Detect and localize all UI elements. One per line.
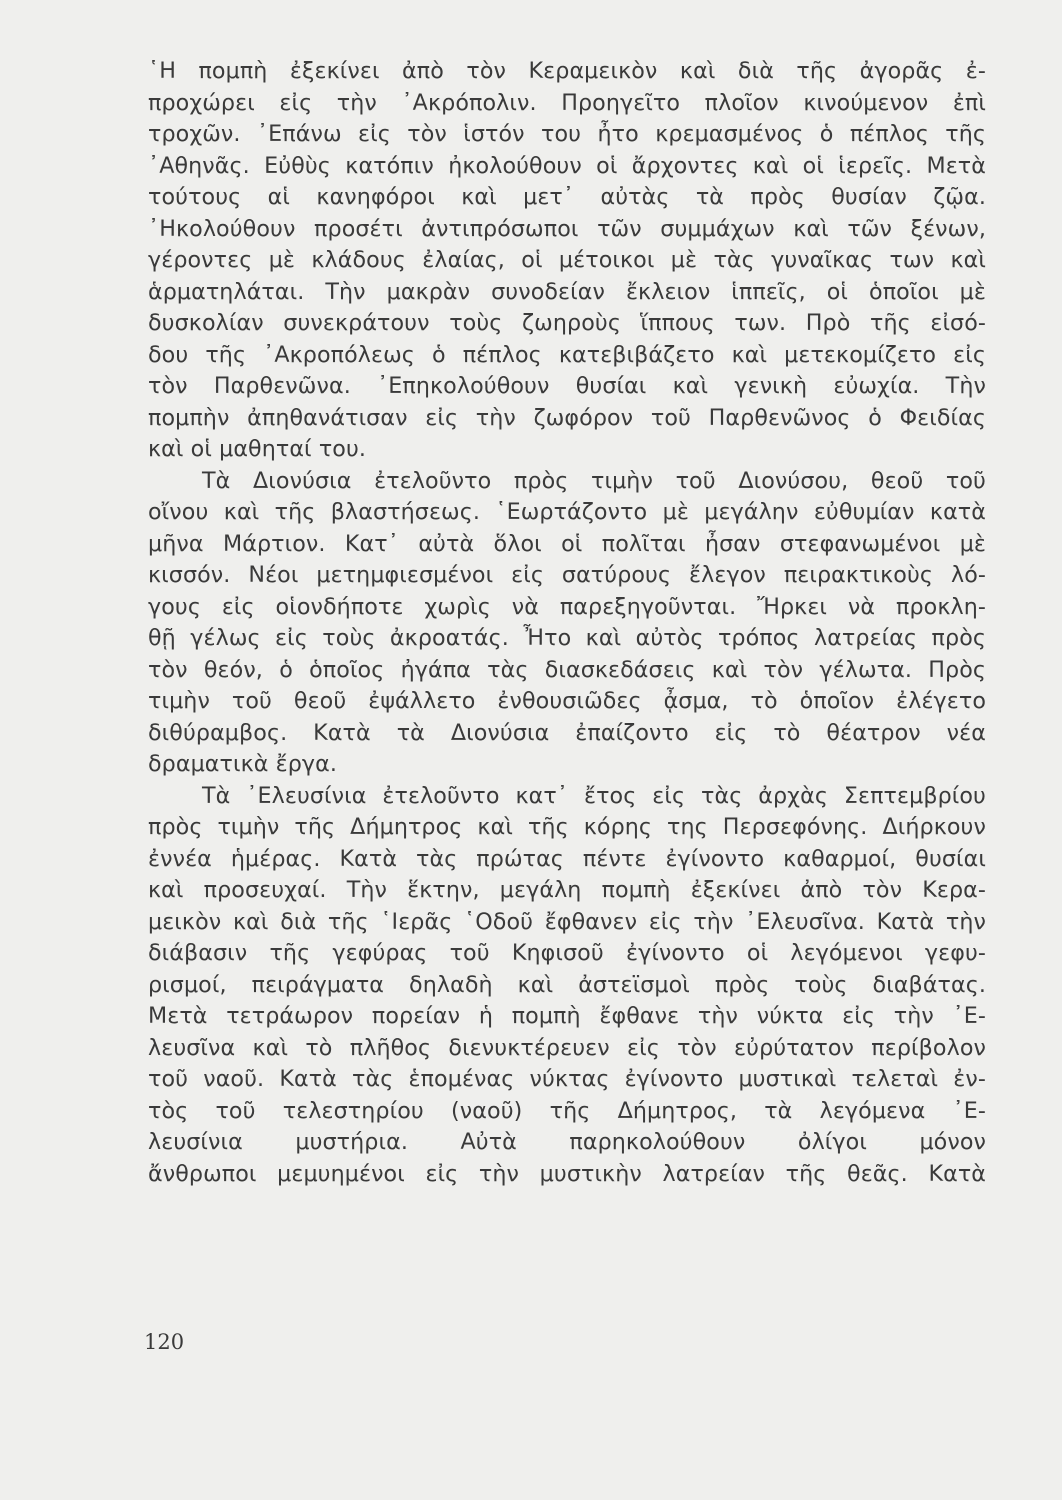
text-line: Τὰ ᾿Ελευσίνια ἐτελοῦντο κατ᾽ ἔτος εἰς τὰς ἀρχὰς Σεπτεμβρίου <box>202 782 986 809</box>
text-line: προχώρει εἰς τὴν ᾿Ακρόπολιν. Προηγεῖτο πλοῖον κινούμενον ἐπὶ <box>148 89 986 116</box>
text-line: τροχῶν. ᾿Επάνω εἰς τὸν ἱστόν του ἦτο κρεμασμένος ὁ πέπλος τῆς <box>148 121 986 147</box>
text-line: λευσίνια μυστήρια. Αὐτὰ παρηκολούθουν ὀλίγοι μόνον <box>148 1129 986 1155</box>
text-line: διάβασιν τῆς γεφύρας τοῦ Κηφισοῦ ἐγίνοντο οἱ λεγόμενοι γεφυ- <box>148 940 986 966</box>
paragraph <box>148 781 986 1191</box>
text-line: τὸς τοῦ τελεστηρίου (ναοῦ) τῆς Δήμητρος, τὰ λεγόμενα ᾿Ε- <box>148 1097 986 1124</box>
text-line: ῾Η πομπὴ ἐξεκίνει ἀπὸ τὸν Κεραμεικὸν καὶ διὰ τῆς ἀγορᾶς ἐ- <box>148 58 986 84</box>
text-line: τοῦ ναοῦ. Κατὰ τὰς ἑπομένας νύκτας ἐγίνοντο μυστικαὶ τελεταὶ ἐν- <box>148 1066 986 1092</box>
text-line: διθύραμβος. Κατὰ τὰ Διονύσια ἐπαίζοντο εἰς τὸ θέατρον νέα <box>148 719 986 746</box>
text-line: καὶ οἱ μαθηταί του. <box>148 436 367 462</box>
page-number: 120 <box>144 1330 185 1354</box>
text-line: ἄνθρωποι μεμυημένοι εἰς τὴν μυστικὴν λατρείαν τῆς θεᾶς. Κατὰ <box>148 1160 986 1187</box>
paragraph <box>148 466 986 781</box>
text-line: Τὰ Διονύσια ἐτελοῦντο πρὸς τιμὴν τοῦ Διονύσου, θεοῦ τοῦ <box>202 467 986 494</box>
text-line: γέροντες μὲ κλάδους ἐλαίας, οἱ μέτοικοι μὲ τὰς γυναῖκας των καὶ <box>148 247 986 273</box>
paragraph <box>148 56 986 466</box>
text-line: τὸν Παρθενῶνα. ᾿Επηκολούθουν θυσίαι καὶ γενικὴ εὐωχία. Τὴν <box>148 373 986 399</box>
text-line: τιμὴν τοῦ θεοῦ ἐψάλλετο ἐνθουσιῶδες ᾆσμα, τὸ ὁποῖον ἐλέγετο <box>148 688 986 714</box>
text-line: δραματικὰ ἔργα. <box>148 751 338 777</box>
body-text <box>148 56 986 1190</box>
text-line: ᾿Ηκολούθουν προσέτι ἀντιπρόσωποι τῶν συμμάχων καὶ τῶν ξένων, <box>148 215 986 242</box>
text-line: λευσῖνα καὶ τὸ πλῆθος διενυκτέρευεν εἰς τὸν εὐρύτατον περίβολον <box>148 1034 986 1061</box>
text-line: γους εἰς οἱονδήποτε χωρὶς νὰ παρεξηγοῦνται. Ἤρκει νὰ προκλη- <box>148 593 986 620</box>
text-line: τούτους αἱ κανηφόροι καὶ μετ᾽ αὐτὰς τὰ πρὸς θυσίαν ζῷα. <box>148 184 986 210</box>
text-line: δου τῆς ᾿Ακροπόλεως ὁ πέπλος κατεβιβάζετο καὶ μετεκομίζετο εἰς <box>148 341 986 368</box>
text-line: μῆνα Μάρτιον. Κατ᾽ αὐτὰ ὅλοι οἱ πολῖται ἦσαν στεφανωμένοι μὲ <box>148 530 986 557</box>
text-line: ἁρματηλάται. Τὴν μακρὰν συνοδείαν ἔκλειον ἱππεῖς, οἱ ὁποῖοι μὲ <box>148 278 986 305</box>
text-line: πομπὴν ἀπηθανάτισαν εἰς τὴν ζωφόρον τοῦ Παρθενῶνος ὁ Φειδίας <box>148 404 986 431</box>
text-line: οἴνου καὶ τῆς βλαστήσεως. ῾Εωρτάζοντο μὲ μεγάλην εὐθυμίαν κατὰ <box>148 499 986 525</box>
text-line: πρὸς τιμὴν τῆς Δήμητρος καὶ τῆς κόρης της Περσεφόνης. Διήρκουν <box>148 814 986 840</box>
text-line: ᾿Αθηνᾶς. Εὐθὺς κατόπιν ἠκολούθουν οἱ ἄρχοντες καὶ οἱ ἱερεῖς. Μετὰ <box>148 152 986 179</box>
text-line: τὸν θεόν, ὁ ὁποῖος ἠγάπα τὰς διασκεδάσεις καὶ τὸν γέλωτα. Πρὸς <box>148 656 986 683</box>
text-line: μεικὸν καὶ διὰ τῆς ῾Ιερᾶς ῾Οδοῦ ἔφθανεν εἰς τὴν ᾿Ελευσῖνα. Κατὰ τὴν <box>148 908 986 935</box>
text-line: ἐννέα ἡμέρας. Κατὰ τὰς πρώτας πέντε ἐγίνοντο καθαρμοί, θυσίαι <box>148 845 986 872</box>
text-line: Μετὰ τετράωρον πορείαν ἡ πομπὴ ἔφθανε τὴν νύκτα εἰς τὴν ᾿Ε- <box>148 1003 986 1029</box>
text-line: ρισμοί, πειράγματα δηλαδὴ καὶ ἀστεϊσμοὶ πρὸς τοὺς διαβάτας. <box>148 971 986 998</box>
text-line: κισσόν. Νέοι μετημφιεσμένοι εἰς σατύρους ἔλεγον πειρακτικοὺς λό- <box>148 562 986 588</box>
text-line: δυσκολίαν συνεκράτουν τοὺς ζωηροὺς ἵππους των. Πρὸ τῆς εἰσό- <box>148 310 986 336</box>
text-line: θῇ γέλως εἰς τοὺς ἀκροατάς. Ἦτο καὶ αὐτὸς τρόπος λατρείας πρὸς <box>148 625 986 651</box>
text-line: καὶ προσευχαί. Τὴν ἕκτην, μεγάλη πομπὴ ἐξεκίνει ἀπὸ τὸν Κερα- <box>148 877 986 903</box>
